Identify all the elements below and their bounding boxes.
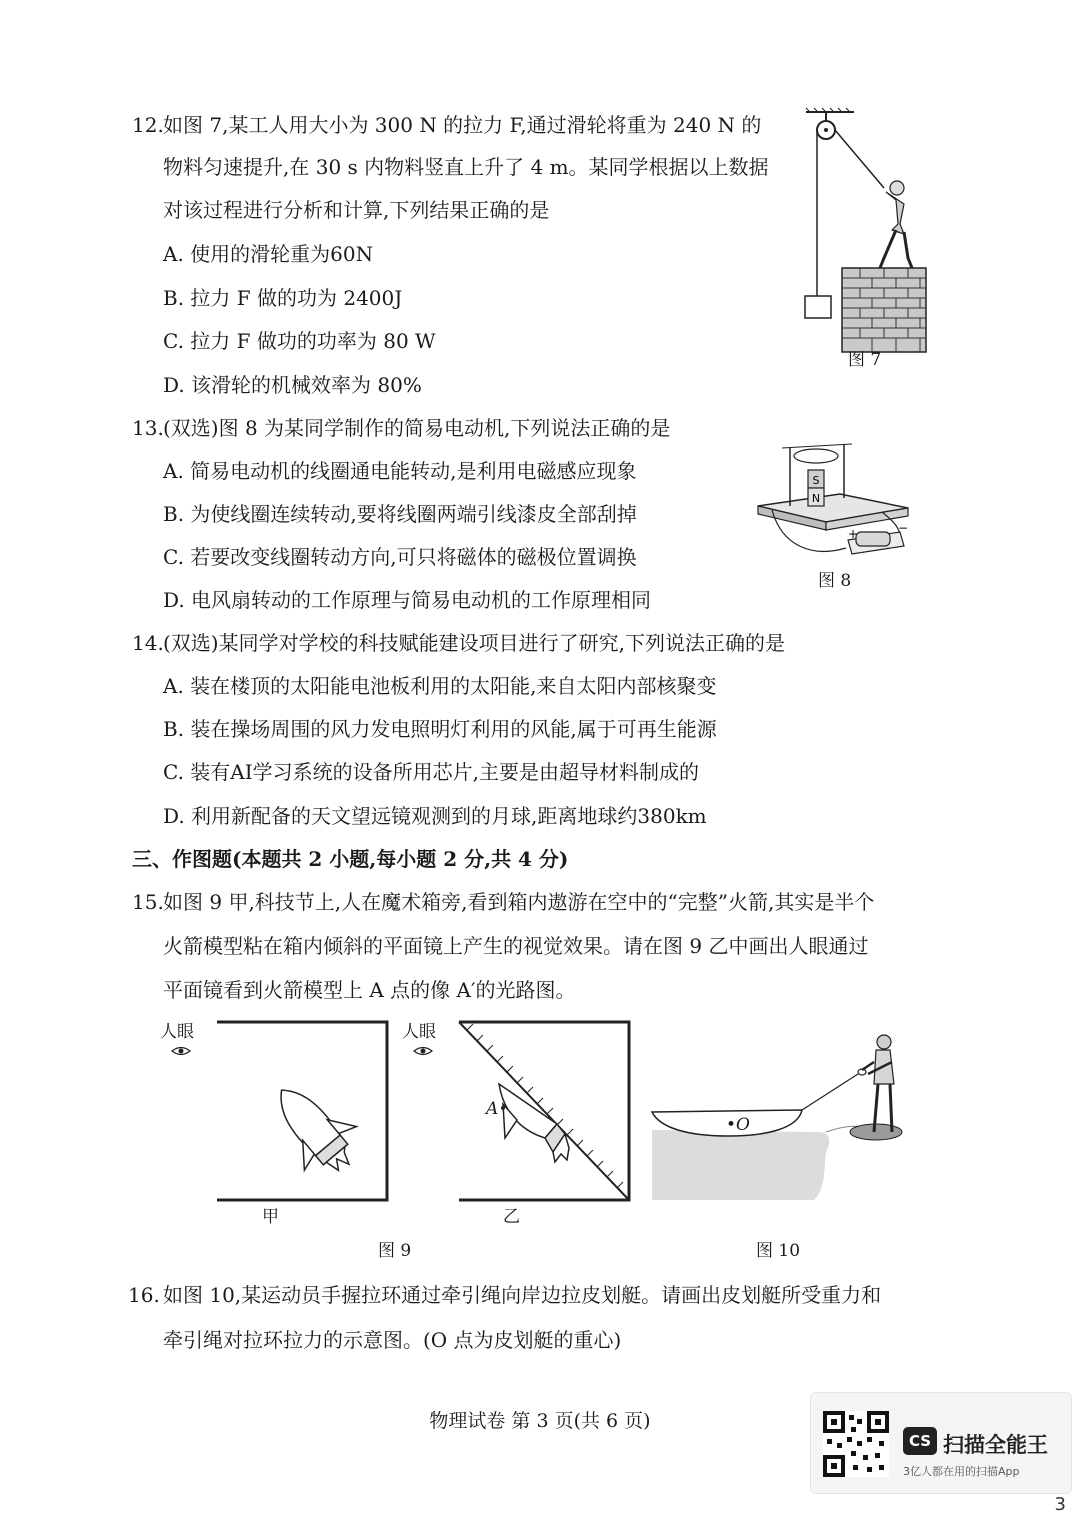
q13-stem: (双选)图 8 为某同学制作的简易电动机,下列说法正确的是 [163, 416, 671, 440]
q14-option-c: C. 装有AI学习系统的设备所用芯片,主要是由超导材料制成的 [163, 760, 700, 784]
magnet-s-label: S [812, 474, 820, 487]
page-corner-number: 3 [1054, 1494, 1066, 1515]
q14-option-a: A. 装在楼顶的太阳能电池板利用的太阳能,来自太阳内部核聚变 [163, 674, 717, 698]
q14-stem: (双选)某同学对学校的科技赋能建设项目进行了研究,下列说法正确的是 [163, 631, 785, 655]
q12-stem-line-3: 对该过程进行分析和计算,下列结果正确的是 [163, 198, 550, 222]
figure-8-caption: 图 8 [818, 571, 852, 591]
figure-9-jia-label: 甲 [262, 1207, 279, 1227]
scanner-watermark [810, 1392, 1072, 1494]
figure-9-yi-mirror-box [457, 1020, 632, 1202]
q16-stem-line-2: 牵引绳对拉环拉力的示意图。(O 点为皮划艇的重心) [163, 1328, 622, 1352]
eye-label-yi: 人眼 [402, 1022, 436, 1042]
q13-option-b: B. 为使线圈连续转动,要将线圈两端引线漆皮全部刮掉 [163, 502, 637, 526]
q14-option-b: B. 装在操场周围的风力发电照明灯利用的风能,属于可再生能源 [163, 717, 717, 741]
qr-code-icon [823, 1411, 889, 1477]
eye-icon [412, 1044, 434, 1058]
figure-9-yi-label: 乙 [503, 1207, 520, 1227]
figure-9-jia-box [215, 1020, 390, 1202]
q14-number: 14. [132, 631, 164, 655]
q16-number: 16. [128, 1283, 160, 1307]
q12-option-d: D. 该滑轮的机械效率为 80% [163, 373, 422, 397]
svg-text:−: − [898, 521, 909, 535]
point-o-label: •O [726, 1115, 750, 1135]
svg-text:+: + [848, 527, 859, 541]
figure-7-caption: 图 7 [848, 350, 882, 370]
q14-option-d: D. 利用新配备的天文望远镜观测到的月球,距离地球约380km [163, 804, 707, 828]
figure-9-caption: 图 9 [378, 1241, 412, 1261]
q13-option-c: C. 若要改变线圈转动方向,可只将磁体的磁极位置调换 [163, 545, 637, 569]
q13-option-d: D. 电风扇转动的工作原理与简易电动机的工作原理相同 [163, 588, 652, 612]
section-3-heading: 三、作图题(本题共 2 小题,每小题 2 分,共 4 分) [132, 847, 569, 871]
q12-number: 12. [132, 113, 164, 137]
q12-stem-line-1: 如图 7,某工人用大小为 300 N 的拉力 F,通过滑轮将重为 240 N 的 [163, 113, 762, 137]
figure-8-motor-diagram [752, 436, 912, 566]
q15-stem-line-3: 平面镜看到火箭模型上 A 点的像 A′的光路图。 [163, 978, 576, 1002]
figure-10-kayak-diagram [648, 1028, 918, 1204]
q15-stem-line-1: 如图 9 甲,科技节上,人在魔术箱旁,看到箱内遨游在空中的“完整”火箭,其实是半个 [163, 890, 875, 914]
q12-option-b: B. 拉力 F 做的功为 2400J [163, 286, 403, 310]
point-a-label: A [486, 1099, 499, 1119]
q13-number: 13. [132, 416, 164, 440]
figure-7-pulley-diagram [800, 108, 930, 358]
scanner-app-name: 扫描全能王 [943, 1433, 1048, 1457]
page-footer: 物理试卷 第 3 页(共 6 页) [429, 1410, 651, 1432]
q15-stem-line-2: 火箭模型粘在箱内倾斜的平面镜上产生的视觉效果。请在图 9 乙中画出人眼通过 [163, 934, 869, 958]
q13-option-a: A. 简易电动机的线圈通电能转动,是利用电磁感应现象 [163, 459, 637, 483]
q15-number: 15. [132, 890, 164, 914]
scanner-logo-icon: CS [903, 1427, 937, 1455]
q12-option-a: A. 使用的滑轮重为60N [163, 242, 374, 266]
eye-icon [170, 1044, 192, 1058]
scanner-tagline: 3亿人都在用的扫描App [903, 1465, 1020, 1478]
magnet-n-label: N [811, 492, 821, 505]
q12-option-c: C. 拉力 F 做功的功率为 80 W [163, 329, 436, 353]
figure-10-caption: 图 10 [756, 1241, 801, 1261]
q16-stem-line-1: 如图 10,某运动员手握拉环通过牵引绳向岸边拉皮划艇。请画出皮划艇所受重力和 [163, 1283, 882, 1307]
q12-stem-line-2: 物料匀速提升,在 30 s 内物料竖直上升了 4 m。某同学根据以上数据 [163, 155, 769, 179]
eye-label-jia: 人眼 [160, 1022, 194, 1042]
